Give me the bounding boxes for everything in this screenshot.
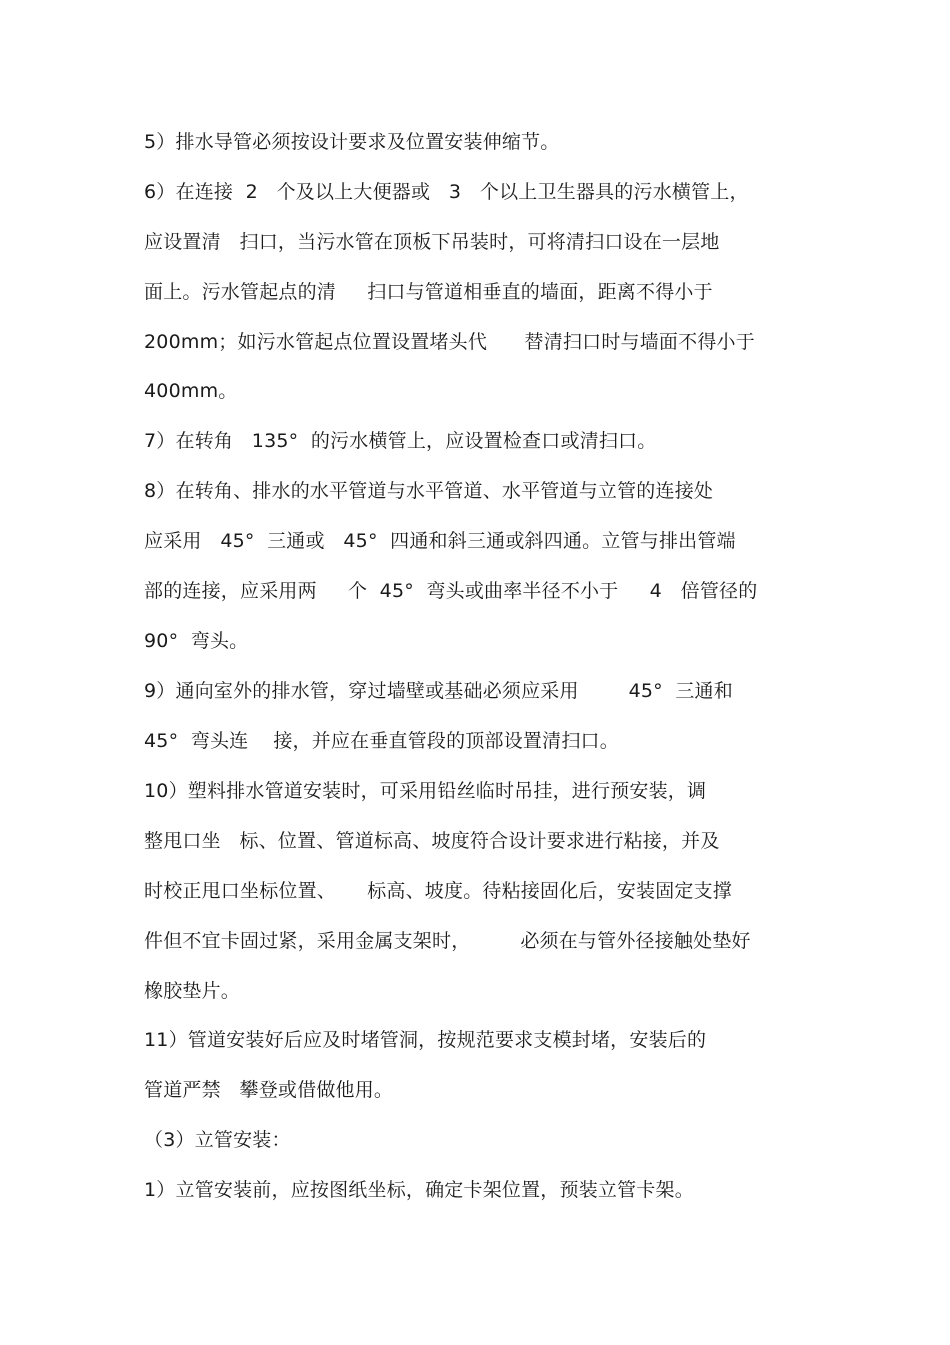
text-line-item-10: 10）塑料排水管道安装时，可采用铅丝临时吊挂，进行预安装，调: [144, 780, 707, 802]
text-line-item-6-cont-4: 400mm。: [144, 380, 238, 402]
text-line-item-8: 8）在转角、排水的水平管道与水平管道、水平管道与立管的连接处: [144, 480, 714, 502]
text-line-item-6-cont-1: 应设置清 扫口，当污水管在顶板下吊装时，可将清扫口设在一层地: [144, 231, 720, 253]
text-line-item-8-cont-2: 部的连接，应采用两 个 45° 弯头或曲率半径不小于 4 倍管径的: [144, 580, 758, 602]
text-line-item-10-cont-4: 橡胶垫片。: [144, 980, 241, 1002]
text-line-item-10-cont-3: 件但不宜卡固过紧，采用金属支架时， 必须在与管外径接触处垫好: [144, 930, 751, 952]
text-line-item-10-cont-1: 整甩口坐 标、位置、管道标高、坡度符合设计要求进行粘接，并及: [144, 830, 720, 852]
section-heading-riser-install: （3）立管安装：: [144, 1129, 291, 1151]
text-line-item-6-cont-3: 200mm；如污水管起点位置设置堵头代 替清扫口时与墙面不得小于: [144, 331, 755, 353]
text-line-item-11: 11）管道安装好后应及时堵管洞，按规范要求支模封堵，安装后的: [144, 1029, 707, 1051]
text-line-item-5: 5）排水导管必须按设计要求及位置安装伸缩节。: [144, 131, 560, 153]
text-line-item-8-cont-1: 应采用 45° 三通或 45° 四通和斜三通或斜四通。立管与排出管端: [144, 530, 736, 552]
text-line-item-8-cont-3: 90° 弯头。: [144, 630, 249, 652]
text-line-item-9-cont-1: 45° 弯头连 接，并应在垂直管段的顶部设置清扫口。: [144, 730, 619, 752]
text-line-item-11-cont-1: 管道严禁 攀登或借做他用。: [144, 1079, 394, 1101]
text-line-riser-item-1: 1）立管安装前，应按图纸坐标，确定卡架位置，预装立管卡架。: [144, 1179, 694, 1201]
text-line-item-10-cont-2: 时校正甩口坐标位置、 标高、坡度。待粘接固化后，安装固定支撑: [144, 880, 732, 902]
text-line-item-9: 9）通向室外的排水管，穿过墙壁或基础必须应采用 45° 三通和: [144, 680, 733, 702]
text-line-item-6: 6）在连接 2 个及以上大便器或 3 个以上卫生器具的污水横管上，: [144, 181, 749, 203]
text-line-item-7: 7）在转角 135° 的污水横管上，应设置检查口或清扫口。: [144, 430, 657, 452]
text-line-item-6-cont-2: 面上。污水管起点的清 扫口与管道相垂直的墙面，距离不得小于: [144, 281, 713, 303]
